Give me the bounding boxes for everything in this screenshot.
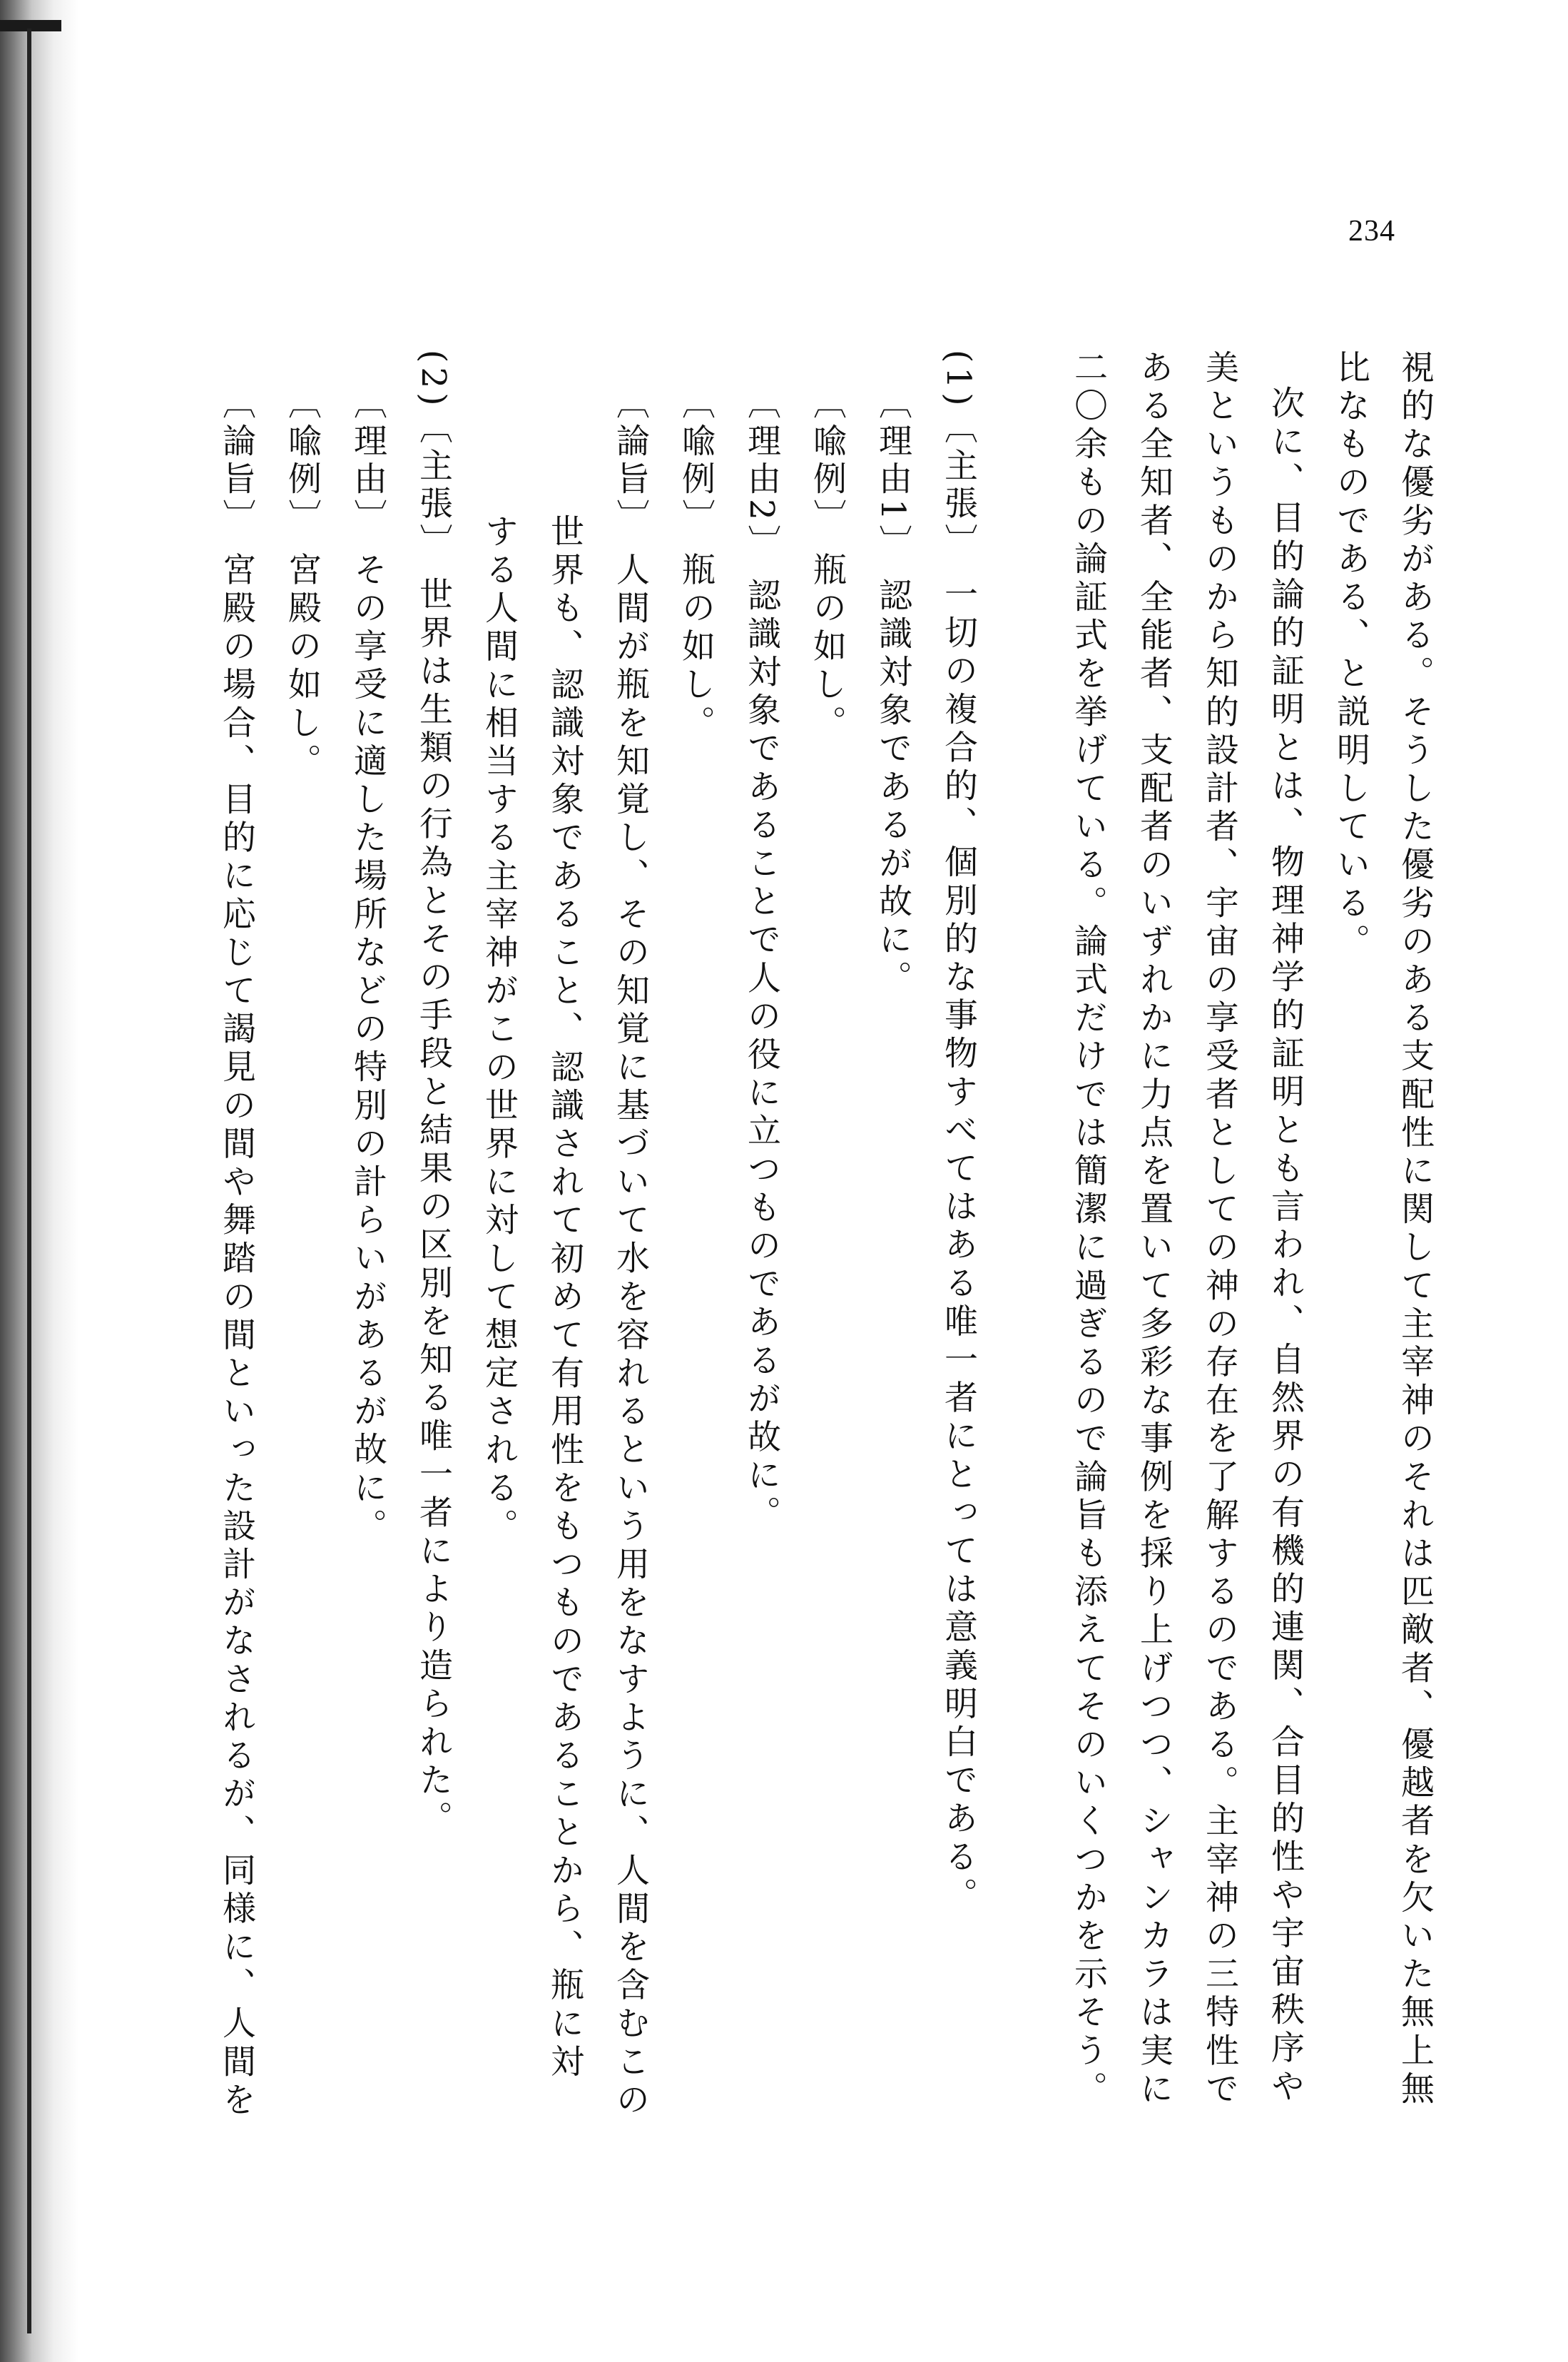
text-line bbox=[1196, 350, 1243, 2109]
line-text: 世界は生類の行為とその手段と結果の区別を知る唯一者により造られた。 bbox=[414, 577, 453, 1839]
text-line bbox=[278, 385, 326, 781]
line-label: 〔喩例〕 bbox=[676, 385, 716, 537]
text-line bbox=[1130, 350, 1178, 2109]
line-text: 宮殿の場合、目的に応じて謁見の間や舞踏の間といった設計がなされるが、同様に、人間を bbox=[217, 552, 256, 2121]
line-text: 瓶の如し。 bbox=[676, 552, 716, 744]
line-text: 次に、目的論的証明とは、物理神学的証明とも言われ、自然界の有機的連関、合目的性や宇宙秩序や bbox=[1266, 385, 1305, 2107]
text-line bbox=[869, 385, 917, 998]
line-text: その享受に適した場所などの特別の計らいがあるが故に。 bbox=[348, 552, 387, 1547]
text-line bbox=[1064, 350, 1112, 2109]
line-text: 認識対象であるが故に。 bbox=[873, 577, 912, 999]
text-line bbox=[606, 385, 654, 2120]
line-text: ある全知者、全能者、支配者のいずれかに力点を置いて多彩な事例を採り上げつつ、シャンカラは実に bbox=[1134, 350, 1174, 2109]
line-text: 比なものである、と説明している。 bbox=[1331, 350, 1370, 962]
page-number: 234 bbox=[1348, 215, 1395, 248]
binding-line bbox=[27, 29, 31, 2333]
line-text: 二〇余もの論証式を挙げている。論式だけでは簡潔に過ぎるので論旨も添えてそのいくつかを示そう。 bbox=[1069, 350, 1108, 2109]
text-line bbox=[1327, 350, 1375, 962]
line-text: 視的な優劣がある。そうした優劣のある支配性に関して主宰神のそれは匹敵者、優越者を欠いた無上無 bbox=[1395, 350, 1435, 2109]
text-line bbox=[1391, 350, 1439, 2109]
line-label: 〔喩例〕 bbox=[282, 385, 322, 537]
line-label: 〔論旨〕 bbox=[611, 385, 650, 537]
text-line bbox=[935, 350, 982, 1915]
text-line bbox=[672, 385, 720, 744]
line-text: 人間が瓶を知覚し、その知覚に基づいて水を容れるという用をなすように、人間を含むこの bbox=[611, 552, 650, 2121]
line-label: 〔喩例〕 bbox=[808, 385, 847, 537]
text-line bbox=[409, 350, 457, 1839]
line-text: 瓶の如し。 bbox=[808, 552, 847, 744]
line-text: 宮殿の如し。 bbox=[282, 552, 322, 782]
text-line bbox=[738, 385, 785, 1534]
line-label: 〔論旨〕 bbox=[217, 385, 256, 537]
line-text: する人間に相当する主宰神がこの世界に対して想定される。 bbox=[479, 514, 519, 1547]
text-line bbox=[803, 385, 851, 744]
text-line bbox=[475, 514, 523, 1546]
line-label: 〔理由〕 bbox=[348, 385, 387, 537]
line-label: (1)〔主張〕 bbox=[939, 350, 978, 562]
line-text: 一切の複合的、個別的な事物すべてはある唯一者にとっては意義明白である。 bbox=[939, 577, 978, 1916]
line-label: 〔理由2〕 bbox=[742, 385, 781, 562]
line-text: 世界も、認識対象であること、認識されて初めて有用性をもつものであることから、瓶に対 bbox=[545, 514, 584, 2082]
text-line bbox=[541, 514, 589, 2082]
line-text: 美というものから知的設計者、宇宙の享受者としての神の存在を了解するのである。主宰神の三特性で bbox=[1200, 350, 1239, 2109]
line-text: 認識対象であることで人の役に立つものであるが故に。 bbox=[742, 577, 781, 1534]
binding-edge bbox=[0, 0, 86, 2362]
text-line bbox=[344, 385, 392, 1546]
line-label: 〔理由1〕 bbox=[873, 385, 912, 562]
text-line bbox=[213, 385, 260, 2120]
text-line bbox=[1261, 385, 1309, 2107]
line-label: (2)〔主張〕 bbox=[414, 350, 453, 562]
